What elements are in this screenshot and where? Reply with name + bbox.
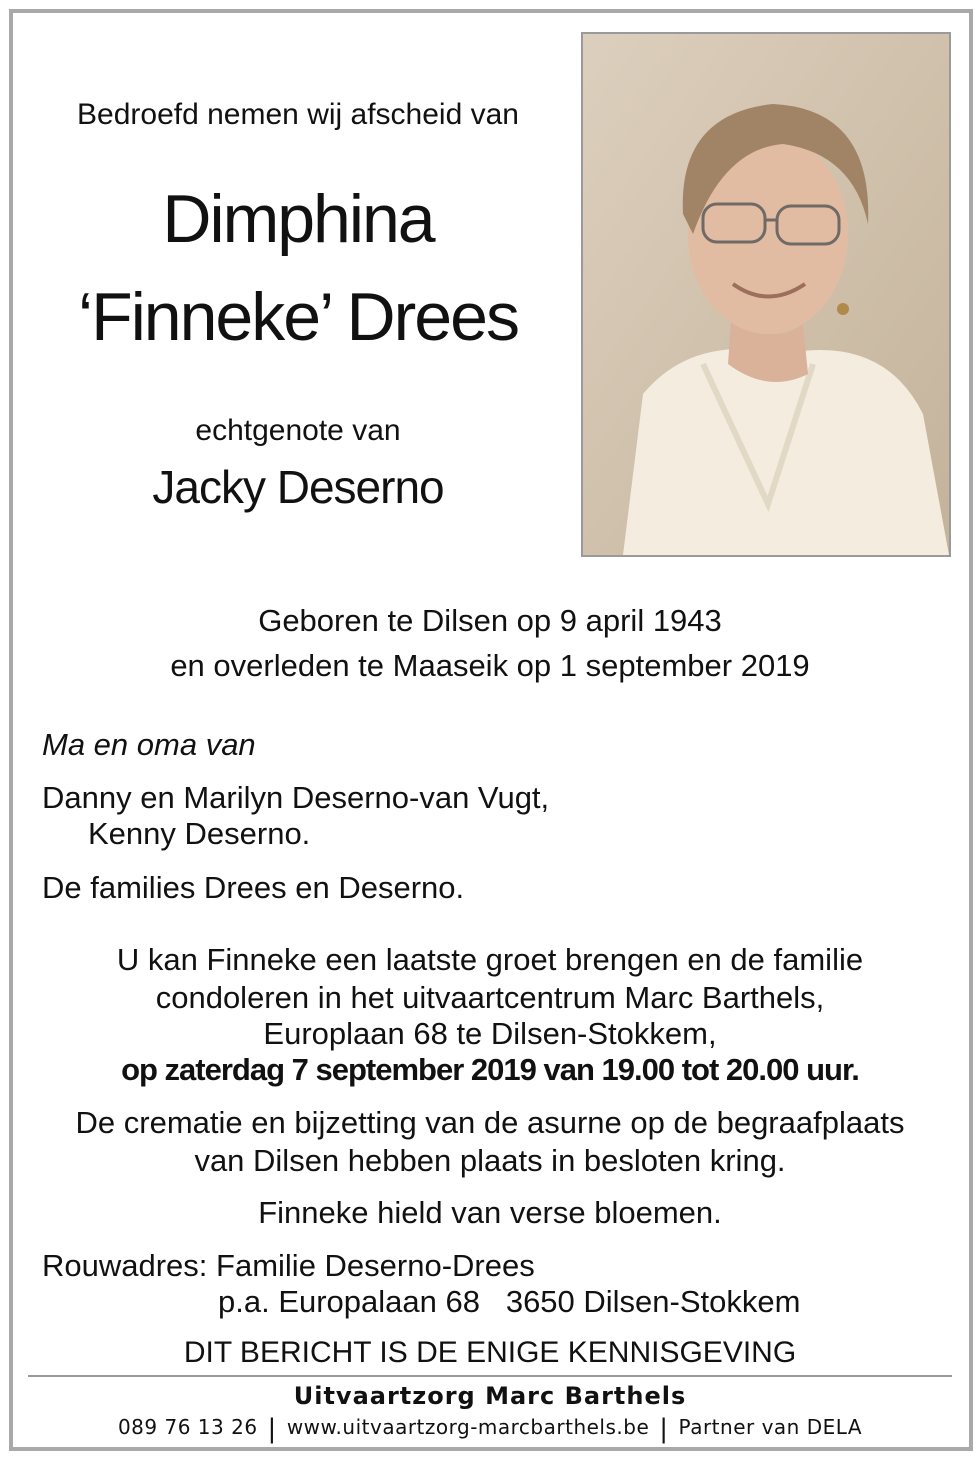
- footer-partner: Partner van DELA: [678, 1415, 863, 1439]
- deceased-nickname-surname: ‘Finneke’ Drees: [78, 279, 518, 355]
- family-names: De families Drees en Deserno.: [42, 870, 465, 905]
- death-info: en overleden te Maaseik op 1 september 2019: [170, 648, 810, 683]
- mourning-address-line2: p.a. Europalaan 68 3650 Dilsen-Stokkem: [218, 1284, 801, 1319]
- visitation-line2: condoleren in het uitvaartcentrum Marc Barthels,: [155, 980, 825, 1015]
- spouse-name: Jacky Deserno: [152, 461, 444, 513]
- footer-divider: [28, 1375, 952, 1377]
- flowers-note: Finneke hield van verse bloemen.: [258, 1195, 722, 1230]
- intro-text: Bedroefd nemen wij afscheid van: [77, 98, 519, 131]
- footer-contact: [0, 1414, 980, 1444]
- visitation-datetime: op zaterdag 7 september 2019 van 19.00 tot 20.00 uur.: [121, 1052, 859, 1087]
- cremation-line2: van Dilsen hebben plaats in besloten kring.: [194, 1143, 786, 1178]
- footer-website: www.uitvaartzorg-marcbarthels.be: [286, 1415, 650, 1439]
- footer-phone: 089 76 13 26: [117, 1415, 258, 1439]
- footer-separator: |: [267, 1414, 277, 1444]
- sole-notice: DIT BERICHT IS DE ENIGE KENNISGEVING: [183, 1336, 797, 1369]
- family-child-line1: Danny en Marilyn Deserno-van Vugt,: [42, 780, 550, 815]
- spouse-label: echtgenote van: [195, 414, 401, 447]
- family-intro: Ma en oma van: [42, 727, 256, 762]
- mourning-address-line1: Rouwadres: Familie Deserno-Drees: [42, 1248, 535, 1283]
- deceased-first-name: Dimphina: [162, 181, 434, 257]
- birth-info: Geboren te Dilsen op 9 april 1943: [258, 603, 722, 638]
- portrait-illustration: [583, 34, 949, 555]
- visitation-line3: Europlaan 68 te Dilsen-Stokkem,: [263, 1016, 717, 1051]
- funeral-company-name: Uitvaartzorg Marc Barthels: [293, 1382, 687, 1410]
- visitation-line1: U kan Finneke een laatste groet brengen en de familie: [116, 942, 864, 977]
- footer-separator: |: [659, 1414, 669, 1444]
- family-child-line2: Kenny Deserno.: [88, 816, 311, 851]
- cremation-line1: De crematie en bijzetting van de asurne op de begraafplaats: [75, 1105, 905, 1140]
- portrait-photo: [581, 32, 951, 557]
